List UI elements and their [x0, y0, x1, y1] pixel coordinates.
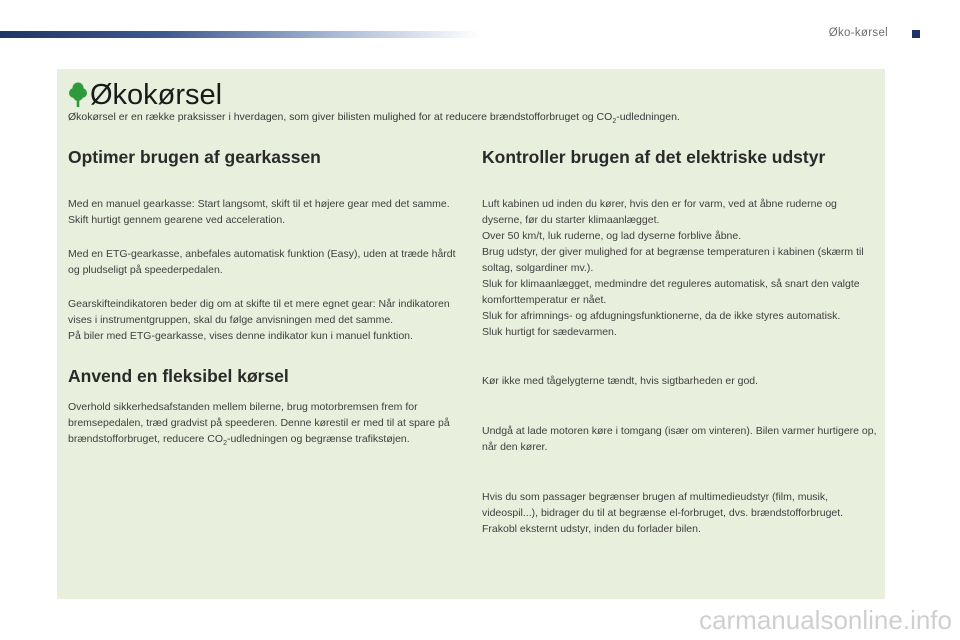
heading-gearbox: Optimer brugen af gearkassen [68, 147, 321, 167]
header-bar [0, 31, 480, 38]
paragraph-fog-lamps: Kør ikke med tågelygterne tændt, hvis sigtbarheden er god. [482, 375, 759, 387]
paragraph-etg-gearbox: Med en ETG-gearkasse, anbefales automatisk funktion (Easy), uden at træde hårdt og pludseligt på speederpedalen. [68, 248, 456, 276]
intro-text-end: -udledningen. [616, 111, 680, 123]
paragraph-etg-indicator: På biler med ETG-gearkasse, vises denne indikator kun i manuel funktion. [68, 330, 413, 342]
paragraph-unplug: Frakobl eksternt udstyr, inden du forlader bilen. [482, 523, 701, 535]
paragraph-ventilation: Luft kabinen ud inden du kører, hvis den er for varm, ved at åbne ruderne og dyserne, før du starter klimaanlægget. [482, 198, 837, 226]
section-marker [912, 30, 920, 38]
section-label: Øko-kørsel [828, 27, 888, 39]
intro-text-main: Økokørsel er en række praksisser i hverdagen, som giver bilisten mulighed for at reducere brændstofforbruget og CO [68, 111, 613, 123]
paragraph-speed-windows: Over 50 km/t, luk ruderne, og lad dyserne forblive åbne. [482, 230, 742, 242]
paragraph-manual-gearbox: Med en manuel gearkasse: Start langsomt, skift til et højere gear med det samme. Skift hurtigt gennem gearene ved acceleration. [68, 198, 450, 226]
paragraph-demisting: Sluk for afrimnings- og afdugningsfunktionerne, da de ikke styres automatisk. [482, 310, 841, 322]
paragraph-gearshift-indicator: Gearskifteindikatoren beder dig om at skifte til et mere egnet gear: Når indikatoren vises i instrumentgruppen, skal du følge anvisningen med det samme. [68, 298, 450, 326]
heading-electrical-equipment: Kontroller brugen af det elektriske udstyr [482, 147, 826, 167]
paragraph-flexible-driving [68, 399, 463, 452]
watermark: carmanualsonline.info [699, 605, 952, 635]
paragraph-air-conditioning: Sluk for klimaanlægget, medmindre det reguleres automatisk, så snart den valgte komforttemperatur er nået. [482, 278, 860, 306]
intro-subscript: 2 [612, 118, 617, 126]
title-row [69, 79, 222, 111]
right-column [482, 147, 877, 537]
paragraph-multimedia: Hvis du som passager begrænser brugen af multimedieudstyr (film, musik, videospil...), bidrager du til at begrænse el-forbruget, dvs. brændstofforbruget. [482, 491, 844, 519]
heading-flexible-driving: Anvend en fleksibel kørsel [68, 366, 289, 386]
eco-driving-panel [57, 69, 885, 599]
flexible-driving-subscript: 2 [223, 440, 227, 448]
paragraph-seat-heating: Sluk hurtigt for sædevarmen. [482, 326, 617, 338]
tree-icon [69, 82, 87, 108]
page-title: Økokørsel [90, 79, 223, 111]
paragraph-idling: Undgå at lade motoren køre i tomgang (især om vinteren). Bilen varmer hurtigere op, når den kører. [482, 425, 877, 453]
flexible-driving-text-main: Overhold sikkerhedsafstanden mellem bilerne, brug motorbremsen frem for bremsepedalen, træd gradvist på speederen. Denne kørestil er med til at spare på brændstofforbruget, reducere CO [68, 401, 450, 445]
flexible-driving-text-end: -udledningen og begrænse trafikstøjen. [226, 433, 410, 445]
left-column [68, 147, 463, 452]
intro-text [68, 111, 878, 125]
paragraph-limit-temperature: Brug udstyr, der giver mulighed for at begrænse temperaturen i kabinen (skærm til soltag, solgardiner mv.). [482, 246, 864, 274]
